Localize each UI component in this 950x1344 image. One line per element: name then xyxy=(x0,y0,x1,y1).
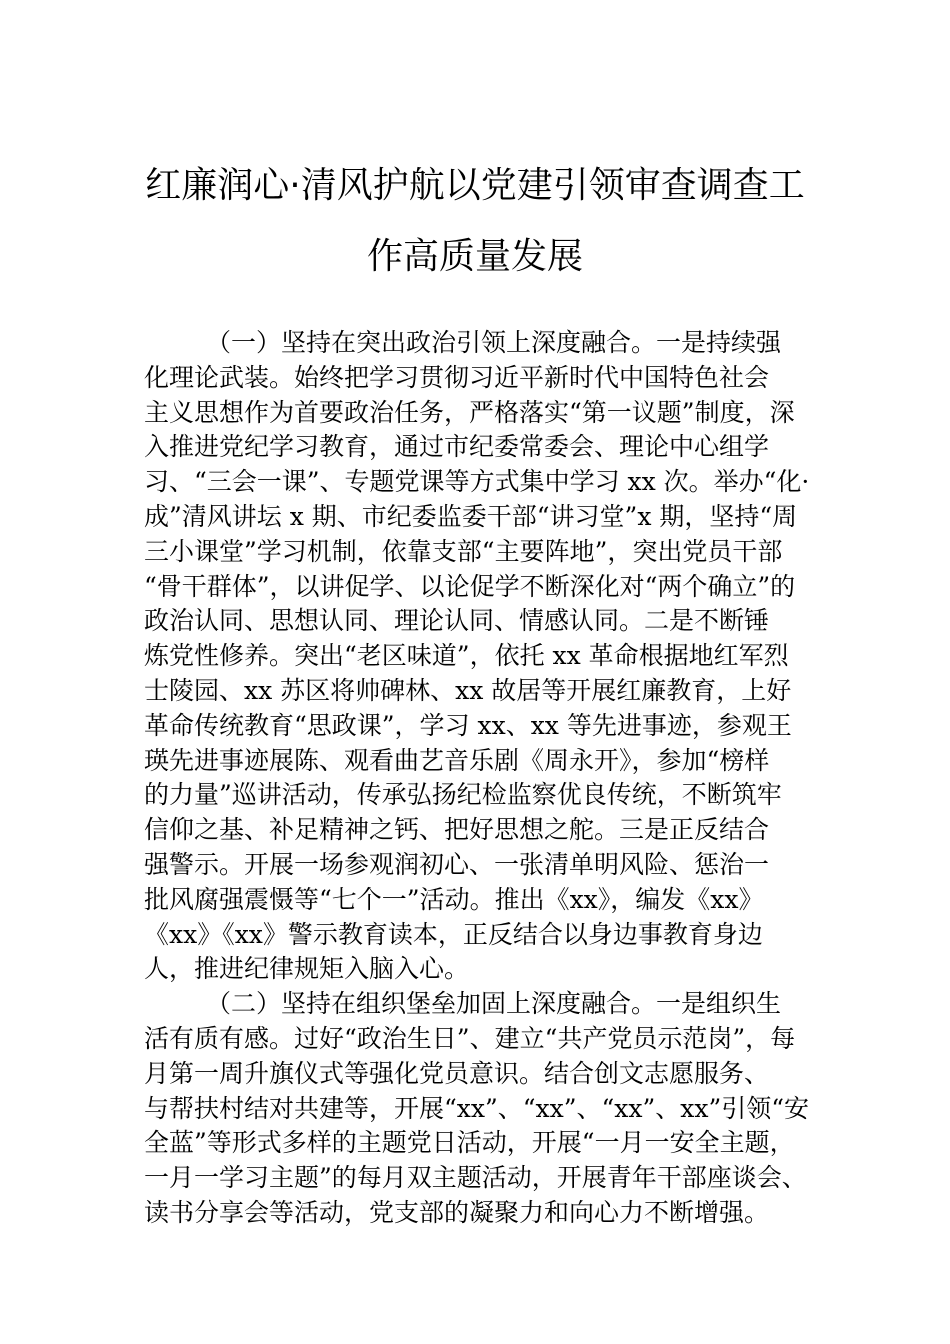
paragraph-1-line: （一）坚持在突出政治引领上深度融合。一是持续强 xyxy=(206,328,782,357)
title-line-2: 作高质量发展 xyxy=(366,236,583,277)
paragraph-1-line: 炼党性修养。突出“老区味道”，依托 xx 革命根据地红军烈 xyxy=(144,641,789,671)
paragraph-1-line: 政治认同、思想认同、理论认同、情感认同。二是不断锤 xyxy=(144,606,770,636)
paragraph-2-line: 月第一周升旗仪式等强化党员意识。结合创文志愿服务、 xyxy=(144,1058,770,1088)
title-line-1: 红廉润心·清风护航以党建引领审查调查工 xyxy=(145,165,805,206)
paragraph-2-line: （二）坚持在组织堡垒加固上深度融合。一是组织生 xyxy=(206,989,782,1019)
paragraph-1-line: 主义思想作为首要政治任务，严格落实“第一议题”制度，深 xyxy=(144,397,795,427)
paragraph-2-line: 活有质有感。过好“政治生日”、建立“共产党员示范岗”，每 xyxy=(144,1023,796,1053)
paragraph-1-line: 化理论武装。始终把学习贯彻习近平新时代中国特色社会 xyxy=(144,362,770,392)
paragraph-2-line: 全蓝”等形式多样的主题党日活动，开展“一月一安全主题， xyxy=(144,1128,795,1158)
paragraph-1-line: 的力量”巡讲活动，传承弘扬纪检监察优良传统，不断筑牢 xyxy=(144,780,782,810)
paragraph-1-line: 三小课堂”学习机制，依靠支部“主要阵地”，突出党员干部 xyxy=(144,536,783,566)
paragraph-1-line: 《xx》《xx》警示教育读本，正反结合以身边事教育身边 xyxy=(144,919,763,949)
paragraph-1-line: 士陵园、xx 苏区将帅碑林、xx 故居等开展红廉教育，上好 xyxy=(144,675,792,705)
paragraph-1-line: 革命传统教育“思政课”，学习 xx、xx 等先进事迹，参观王 xyxy=(144,710,792,740)
paragraph-2-line: 读书分享会等活动，党支部的凝聚力和向心力不断增强。 xyxy=(144,1197,770,1227)
paragraph-2-line: 与帮扶村结对共建等，开展“xx”、“xx”、“xx”、xx”引领“安 xyxy=(144,1093,810,1123)
paragraph-1-line: “骨干群体”，以讲促学、以论促学不断深化对“两个确立”的 xyxy=(144,571,796,601)
paragraph-2-line: 一月一学习主题”的每月双主题活动，开展青年干部座谈会、 xyxy=(144,1163,807,1193)
paragraph-1-line: 习、“三会一课”、专题党课等方式集中学习 xx 次。举办“化· xyxy=(144,467,810,497)
document-body xyxy=(144,326,824,1231)
paragraph-1-line: 瑛先进事迹展陈、观看曲艺音乐剧《周永开》，参加“榜样 xyxy=(144,745,770,775)
paragraph-1-line: 批风腐强震慑等“七个一”活动。推出《xx》，编发《xx》 xyxy=(144,884,764,914)
paragraph-1-line: 强警示。开展一场参观润初心、一张清单明风险、惩治一 xyxy=(144,849,770,879)
paragraph-1-line: 入推进党纪学习教育，通过市纪委常委会、理论中心组学 xyxy=(144,432,770,462)
paragraph-1-line: 成”清风讲坛 x 期、市纪委监委干部“讲习堂”x 期，坚持“周 xyxy=(144,501,798,531)
paragraph-1-line: 信仰之基、补足精神之钙、把好思想之舵。三是正反结合 xyxy=(144,815,770,845)
paragraph-1-line: 人，推进纪律规矩入脑入心。 xyxy=(144,954,470,984)
